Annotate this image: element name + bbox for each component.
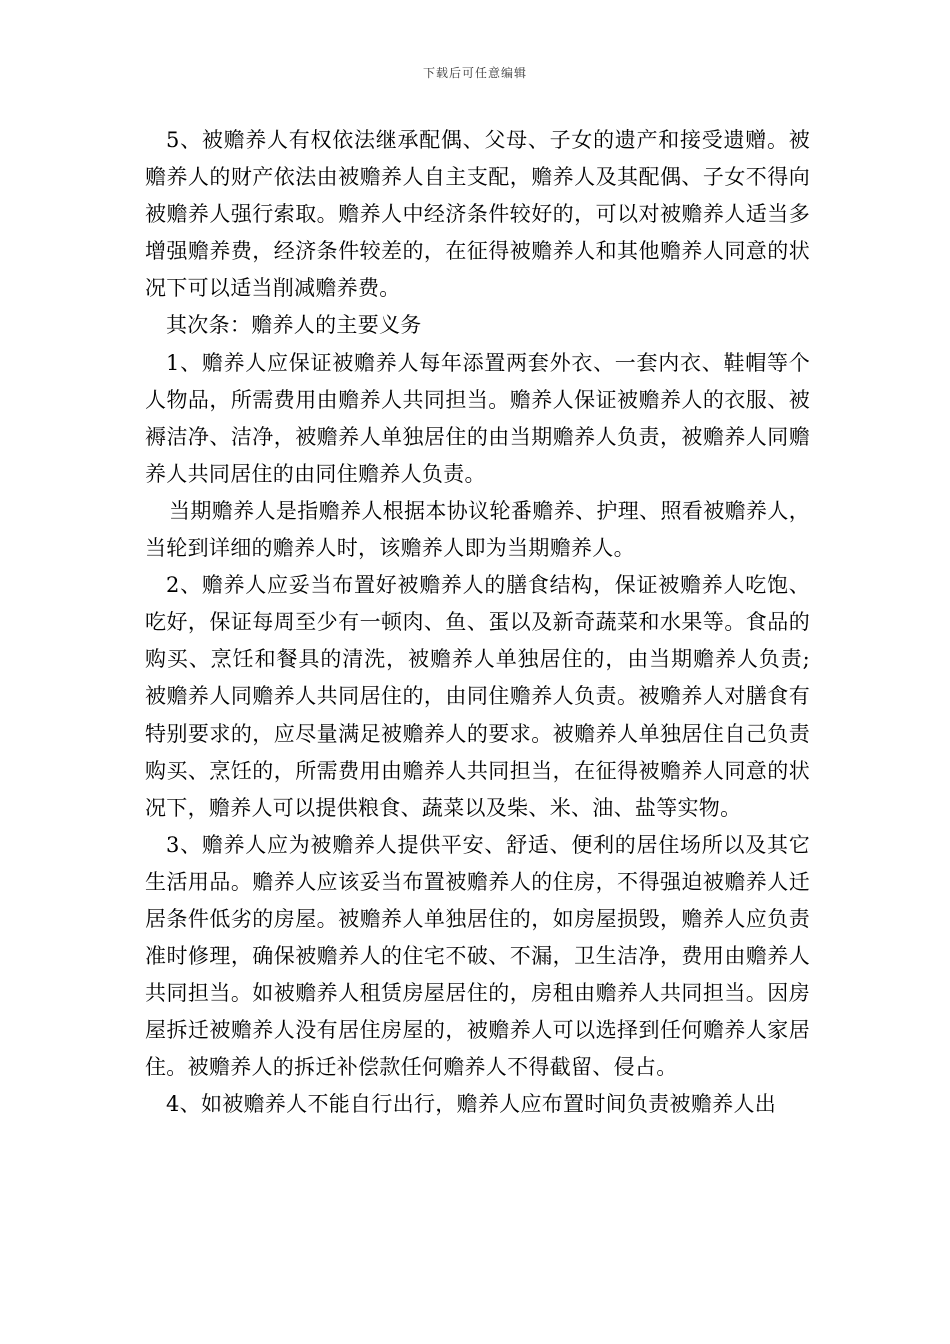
paragraph-travel: 4、如被赡养人不能自行出行，赡养人应布置时间负责被赡养人出 [166,1092,777,1117]
paragraph-housing: 3、赡养人应为被赡养人提供平安、舒适、便利的居住场所以及其它生活用品。赡养人应该妥当布置被赡养人的住房，不得强迫被赡养人迁居条件低劣的房屋。被赡养人单独居住的，如房屋损毁，赡养人应负责准时修理，确保被赡养人的住宅不破、不漏，卫生洁净，费用由赡养人共同担当。如被赡养人租赁房屋居住的，房租由赡养人共同担当。因房屋拆迁被赡养人没有居住房屋的，被赡养人可以选择到任何赡养人家居住。被赡养人的拆迁补偿款任何赡养人不得截留、侵占。 [145,832,810,1080]
document-body [145,122,810,1124]
paragraph-inheritance-rights: 5、被赡养人有权依法继承配偶、父母、子女的遗产和接受遗赠。被赡养人的财产依法由被赡养人自主支配，赡养人及其配偶、子女不得向被赡养人强行索取。赡养人中经济条件较好的，可以对被赡养人适当多增强赡养费，经济条件较差的，在征得被赡养人和其他赡养人同意的状况下可以适当削减赡养费。 [145,128,810,301]
paragraph-clothing: 1、赡养人应保证被赡养人每年添置两套外衣、一套内衣、鞋帽等个人物品，所需费用由赡养人共同担当。赡养人保证被赡养人的衣服、被褥洁净、洁净，被赡养人单独居住的由当期赡养人负责，被赡养人同赡养人共同居住的由同住赡养人负责。 [145,350,810,486]
paragraph-current-supporter-definition: 当期赡养人是指赡养人根据本协议轮番赡养、护理、照看被赡养人，当轮到详细的赡养人时，该赡养人即为当期赡养人。 [145,498,810,561]
paragraph-diet: 2、赡养人应妥当布置好被赡养人的膳食结构，保证被赡养人吃饱、吃好，保证每周至少有一顿肉、鱼、蛋以及新奇蔬菜和水果等。食品的购买、烹饪和餐具的清洗，被赡养人单独居住的，由当期赡养人负责;被赡养人同赡养人共同居住的，由同住赡养人负责。被赡养人对膳食有特别要求的，应尽量满足被赡养人的要求。被赡养人单独居住自己负责购买、烹饪的，所需费用由赡养人共同担当，在征得被赡养人同意的状况下，赡养人可以提供粮食、蔬菜以及柴、米、油、盐等实物。 [145,573,810,820]
page-header: 下载后可任意编辑 [422,66,527,80]
section-heading-main-obligations: 其次条：赡养人的主要义务 [166,313,422,338]
